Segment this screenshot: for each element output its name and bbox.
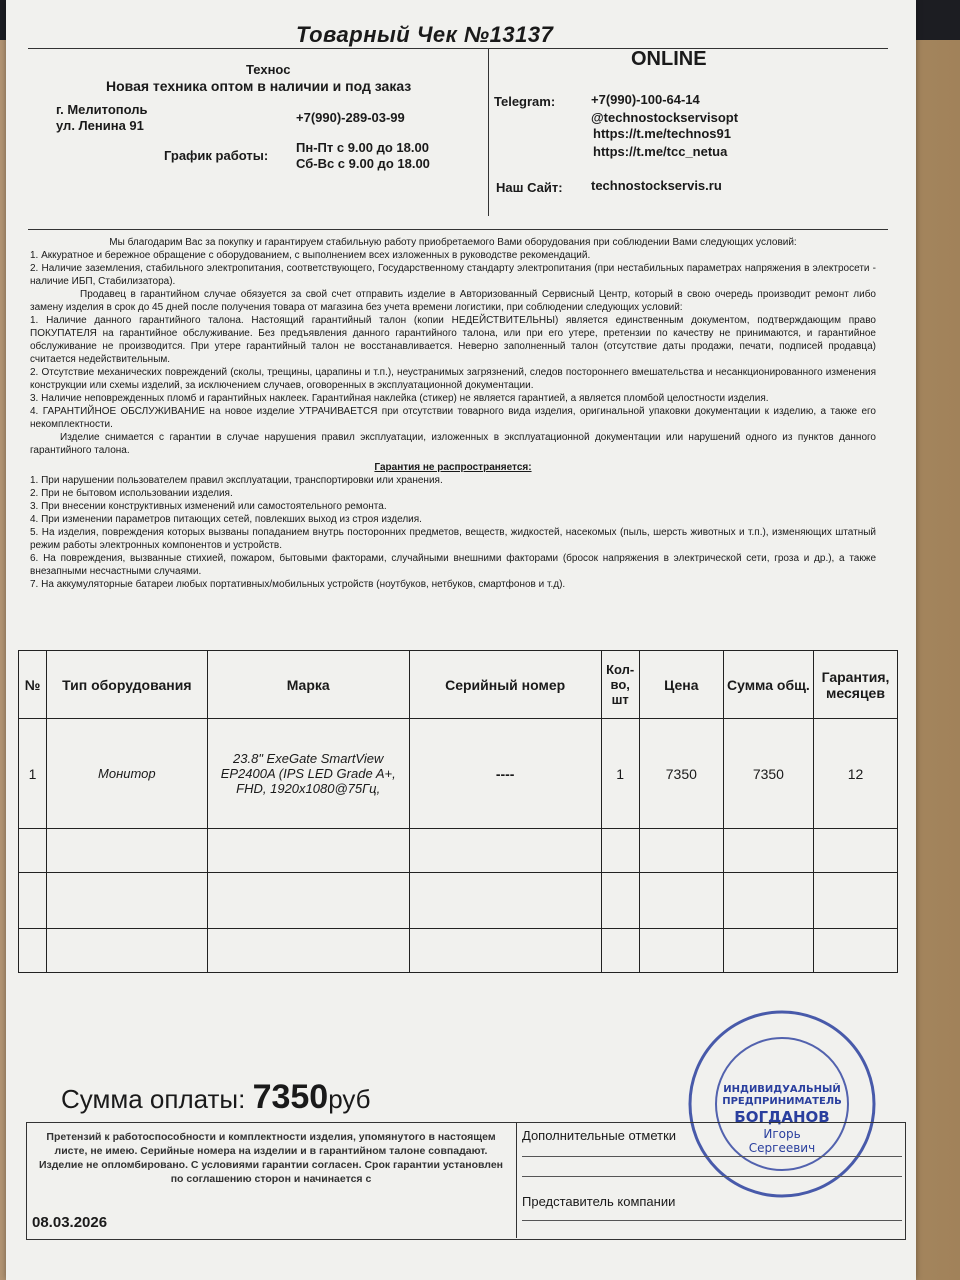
stamp-subtitle: ПРЕДПРИНИМАТЕЛЬ <box>722 1096 842 1107</box>
header-box <box>28 48 888 230</box>
telegram-phone: +7(990)-100-64-14 <box>591 92 700 107</box>
warranty-terms <box>30 236 876 591</box>
stamp-patronymic: Сергеевич <box>748 1141 816 1155</box>
terms-intro: Мы благодарим Вас за покупку и гарантируем стабильную работу приобретаемого Вами оборудования при соблюдении Вами следующих условий: <box>109 237 797 248</box>
customer-statement: Претензий к работоспособности и комплектности изделия, упомянутого в настоящем листе, не имею. Серийные номера на изделии и в гарантийном талоне совпадают. Изделие не опломбировано. С условиями гарантии согласен. Срок гарантии установлен по соглашению сторон и начинается с <box>38 1131 504 1185</box>
extra-notes-label: Дополнительные отметки <box>522 1128 677 1143</box>
cell-num: 1 <box>19 719 47 829</box>
shop-tagline: Новая техника оптом в наличии и под заказ <box>106 78 412 94</box>
terms-removal: Изделие снимается с гарантии в случае нарушения правил эксплуатации, изложенных в эксплуатационной документации или нарушений одного из пунктов данного гарантийного талона. <box>30 432 876 456</box>
payment-currency: руб <box>328 1084 371 1114</box>
exclusion-1: 1. При нарушении пользователем правил эксплуатации, транспортировки или хранения. <box>30 475 443 486</box>
receipt-paper <box>6 0 916 1280</box>
stamp-name: Игорь <box>763 1127 801 1141</box>
cell-type: Монитор <box>46 719 207 829</box>
header-total: Сумма общ. <box>723 651 813 719</box>
cell-serial: ---- <box>409 719 601 829</box>
table-row-empty <box>19 873 898 929</box>
exclusions-title: Гарантия не распространяется: <box>374 462 532 473</box>
cell-warranty: 12 <box>813 719 897 829</box>
extra-notes-line-2 <box>522 1176 902 1177</box>
terms-condition-2: 2. Наличие заземления, стабильного электропитания, соответствующего, Государственному стандарту электропитания (при нестабильных параметрах напряжения в электросети - наличие ИБП, Стабилизатора). <box>30 263 876 287</box>
header-brand: Марка <box>207 651 409 719</box>
terms-requirement-4: 4. ГАРАНТИЙНОЕ ОБСЛУЖИВАНИЕ на новое изделие УТРАЧИВАЕТСЯ при отсутствии товарного вида изделия, оригинальной упаковки документации к изделию, а также его некомплектности. <box>30 406 876 430</box>
payment-sum <box>61 1078 371 1117</box>
payment-label: Сумма оплаты: <box>61 1084 246 1114</box>
cell-qty: 1 <box>601 719 639 829</box>
terms-requirement-2: 2. Отсутствие механических повреждений (сколы, трещины, царапины и т.п.), неустранимых загрязнений, следов постороннего вмешательства и несанкционированного изменения конструкции или схемы изделий, за исключением случаев, оговоренных в эксплуатационной документации. <box>30 367 876 391</box>
table-header-row <box>19 651 898 719</box>
company-rep-line <box>522 1220 902 1221</box>
terms-seller-obligation: Продавец в гарантийном случае обязуется за свой счет отправить изделие в Авторизованный Сервисный Центр, который в свою очередь производит ремонт либо замену изделия в срок до 45 дней после получения товара от магазина без учета времени логистики, при соблюдении следующих условий: <box>30 289 876 313</box>
footer-divider <box>516 1122 517 1238</box>
telegram-label: Telegram: <box>494 94 556 109</box>
shop-city: г. Мелитополь <box>56 102 148 117</box>
exclusion-6: 6. На повреждения, вызванные стихией, пожаром, бытовыми факторами, случайными внешними факторами (бросок напряжения в электрической сети, гроза и др.), а также внезапными несчастными случаями. <box>30 553 876 577</box>
exclusion-4: 4. При изменении параметров питающих сетей, повлекших выход из строя изделия. <box>30 514 422 525</box>
exclusion-5: 5. На изделия, повреждения которых вызваны попаданием внутрь посторонних предметов, веществ, жидкостей, насекомых (пыль, шерсть животных и т.п.), изменяющих штатный режим работы электронных компонентов и устройств. <box>30 527 876 551</box>
cell-price: 7350 <box>639 719 723 829</box>
header-serial: Серийный номер <box>409 651 601 719</box>
telegram-handle: @technostockservisopt <box>591 110 739 125</box>
receipt-title: Товарный Чек №13137 <box>296 22 554 47</box>
site-url: technostockservis.ru <box>591 178 722 193</box>
items-table <box>18 650 898 973</box>
header-num: № <box>19 651 47 719</box>
telegram-link-2: https://t.me/tcc_netua <box>593 144 728 159</box>
shop-street: ул. Ленина 91 <box>56 118 144 133</box>
exclusion-7: 7. На аккумуляторные батареи любых портативных/мобильных устройств (ноутбуков, нетбуков, смартфонов и т.д). <box>30 579 566 590</box>
header-price: Цена <box>639 651 723 719</box>
header-warranty: Гарантия, месяцев <box>813 651 897 719</box>
shop-name: Технос <box>246 62 291 77</box>
site-label: Наш Сайт: <box>496 180 563 195</box>
table-row-empty <box>19 829 898 873</box>
schedule-label: График работы: <box>164 148 269 163</box>
payment-amount: 7350 <box>252 1078 329 1116</box>
schedule-weekend: Сб-Вс с 9.00 до 18.00 <box>296 156 430 171</box>
terms-requirement-3: 3. Наличие неповрежденных пломб и гарантийных наклеек. Гарантийная наклейка (стикер) не является гарантией, а является пломбой целостности изделия. <box>30 393 769 404</box>
table-row <box>19 719 898 829</box>
stamp-title: ИНДИВИДУАЛЬНЫЙ <box>723 1084 841 1095</box>
online-label: ONLINE <box>631 48 707 70</box>
warranty-start-date: 08.03.2026 <box>32 1214 108 1231</box>
exclusion-2: 2. При не бытовом использовании изделия. <box>30 488 233 499</box>
header-type: Тип оборудования <box>46 651 207 719</box>
telegram-link-1: https://t.me/technos91 <box>593 126 731 141</box>
stamp-surname: БОГДАНОВ <box>734 1108 830 1126</box>
table-row-empty <box>19 929 898 973</box>
terms-requirement-1: 1. Наличие данного гарантийного талона. Настоящий гарантийный талон (копии НЕДЕЙСТВИТЕЛЬНЫ) является единственным документом, подтверждающим право ПОКУПАТЕЛЯ на гарантийное обслуживание. Без предъявления данного гарантийного талона, или при его утере, претензии по качеству не принимаются, и гарантийное обслуживание не производится. При утере гарантийный талон не восстанавливается. Неверно заполненный талон (отсутствие даты продажи, печати, подписей продавца) считается недействительным. <box>30 315 876 365</box>
header-divider <box>488 48 489 216</box>
cell-brand: 23.8" ExeGate SmartView EP2400A (IPS LED Grade A+, FHD, 1920x1080@75Гц, <box>207 719 409 829</box>
schedule-weekdays: Пн-Пт с 9.00 до 18.00 <box>296 140 429 155</box>
exclusion-3: 3. При внесении конструктивных изменений или самостоятельного ремонта. <box>30 501 387 512</box>
terms-condition-1: 1. Аккуратное и бережное обращение с оборудованием, с выполнением всех изложенных в руководстве рекомендаций. <box>30 250 591 261</box>
company-rep-label: Представитель компании <box>522 1194 676 1209</box>
extra-notes-line-1 <box>522 1156 902 1157</box>
header-qty: Кол-во, шт <box>601 651 639 719</box>
shop-phone: +7(990)-289-03-99 <box>296 110 405 125</box>
cell-total: 7350 <box>723 719 813 829</box>
